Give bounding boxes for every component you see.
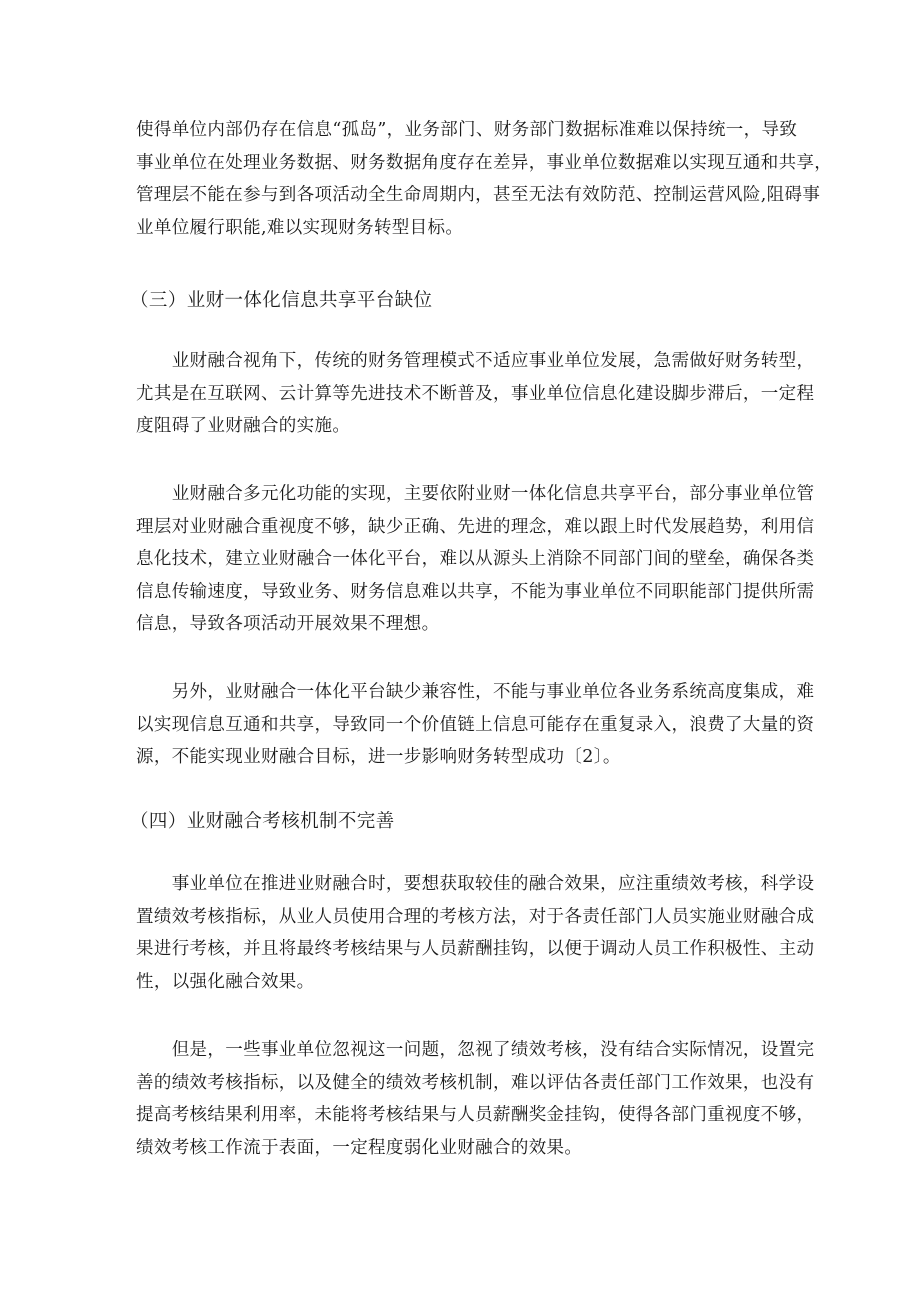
paragraph-line: 理层对业财融合重视度不够，缺少正确、先进的理念，难以跟上时代发展趋势，利用信 bbox=[136, 516, 815, 537]
paragraph-line: 提高考核结果利用率，未能将考核结果与人员薪酬奖金挂钩，使得各部门重视度不够， bbox=[136, 1105, 815, 1125]
paragraph-line: 管理层不能在参与到各项活动全生命周期内，甚至无法有效防范、控制运营风险,阻碍事 bbox=[136, 185, 821, 205]
paragraph-line: 信息，导致各项活动开展效果不理想。 bbox=[136, 614, 440, 634]
paragraph-line: 业财融合多元化功能的实现，主要依附业财一体化信息共享平台，部分事业单位管 bbox=[136, 484, 815, 504]
paragraph-line: 事业单位在处理业务数据、财务数据角度存在差异，事业单位数据难以实现互通和共享， bbox=[136, 152, 833, 173]
paragraph-line: 以实现信息互通和共享，导致同一个价值链上信息可能存在重复录入，浪费了大量的资 bbox=[136, 714, 815, 735]
paragraph-line: 信息传输速度，导致业务、财务信息难以共享，不能为事业单位不同职能部门提供所需 bbox=[136, 581, 815, 602]
paragraph-performance-assessment bbox=[136, 868, 815, 998]
paragraph-line: 业单位履行职能,难以实现财务转型目标。 bbox=[136, 217, 464, 238]
paragraph-neglect-issue bbox=[136, 1034, 815, 1164]
paragraph-info-island bbox=[136, 114, 833, 244]
paragraph-line: 但是，一些事业单位忽视这一问题，忽视了绩效考核，没有结合实际情况，设置完 bbox=[136, 1040, 815, 1060]
paragraph-line: 置绩效考核指标，从业人员使用合理的考核方法，对于各责任部门人员实施业财融合成 bbox=[136, 906, 815, 927]
paragraph-line: 性，以强化融合效果。 bbox=[136, 971, 315, 992]
paragraph-line: 源，不能实现业财融合目标，进一步影响财务转型成功〔2〕。 bbox=[136, 747, 621, 767]
paragraph-line: 另外，业财融合一体化平台缺少兼容性，不能与事业单位各业务系统高度集成，难 bbox=[136, 682, 815, 702]
paragraph-line: 业财融合视角下，传统的财务管理模式不适应事业单位发展，急需做好财务转型， bbox=[136, 351, 815, 371]
paragraph-line: 果进行考核，并且将最终考核结果与人员薪酬挂钩，以便于调动人员工作积极性、主动 bbox=[136, 939, 815, 959]
paragraph-compatibility bbox=[136, 676, 815, 774]
paragraph-line: 尤其是在互联网、云计算等先进技术不断普及，事业单位信息化建设脚步滞后，一定程 bbox=[136, 383, 815, 404]
paragraph-business-finance-perspective bbox=[136, 345, 815, 443]
paragraph-line: 善的绩效考核指标，以及健全的绩效考核机制，难以评估各责任部门工作效果，也没有 bbox=[136, 1072, 815, 1093]
paragraph-line: 使得单位内部仍存在信息“孤岛”，业务部门、财务部门数据标准难以保持统一，导致 bbox=[136, 120, 798, 140]
section-heading-4: （四）业财融合考核机制不完善 bbox=[130, 811, 395, 832]
paragraph-line: 息化技术，建立业财融合一体化平台，难以从源头上消除不同部门间的壁垒，确保各类 bbox=[136, 549, 815, 569]
paragraph-line: 绩效考核工作流于表面，一定程度弱化业财融合的效果。 bbox=[136, 1137, 583, 1158]
paragraph-diversified-function bbox=[136, 478, 815, 641]
paragraph-line: 度阻碍了业财融合的实施。 bbox=[136, 416, 351, 436]
paragraph-line: 事业单位在推进业财融合时，要想获取较佳的融合效果，应注重绩效考核，科学设 bbox=[136, 874, 815, 894]
section-heading-3: （三）业财一体化信息共享平台缺位 bbox=[130, 290, 433, 311]
